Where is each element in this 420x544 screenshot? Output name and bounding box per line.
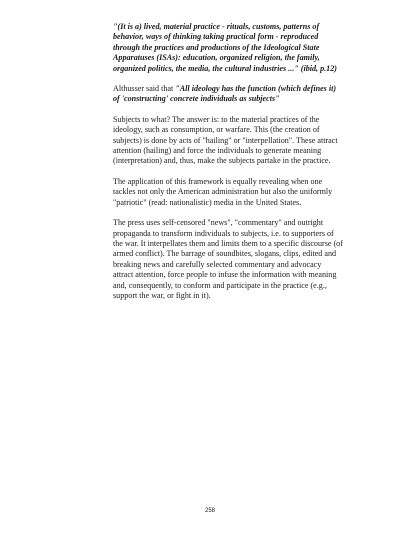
press-paragraph: The press uses self-censored "news", "commentary" and outright propaganda to transform individuals to subjects, i.e. to supporters of the war. It interpellates them and limits them to a specific discourse (of armed conflict). The barrage of soundbites, slogans, clips, edited and breaking news and carefully selected commentary and advocacy attract attention, force people to infuse the information with meaning and, consequently, to conform and participate in the practice (e.g., support the war, or fight in it).: [113, 218, 343, 300]
althusser-quote: "All ideology has the function (which defines it) of 'constructing' concrete individuals as subjects": [113, 84, 337, 104]
althusser-paragraph: [113, 84, 343, 105]
page-number: 258: [204, 508, 215, 514]
framework-paragraph: The application of this framework is equally revealing when one tackles not only the American administration but also the uniformly "patriotic" (read: nationalistic) media in the United States.: [113, 176, 333, 207]
quote-paragraph: "(It is a) lived, material practice - rituals, customs, patterns of behavior, ways of thinking taking practical form - reproduced through the practices and productions of the Ideological State Apparatuses (ISAs): education, organized religion, the family, organized politics, the media, the cultural industries ..." (ibid, p.12): [113, 22, 337, 73]
page-body: [113, 22, 343, 311]
subjects-paragraph: Subjects to what? The answer is: to the material practices of the ideology, such as consumption, or warfare. This (the creation of subjects) is done by acts of "hailing" or "interpellation". These attract attention (hailing) and force the individuals to generate meaning (interpretation) and, thus, make the subjects partake in the practice.: [113, 114, 338, 166]
althusser-intro: Althusser said that: [113, 84, 176, 94]
